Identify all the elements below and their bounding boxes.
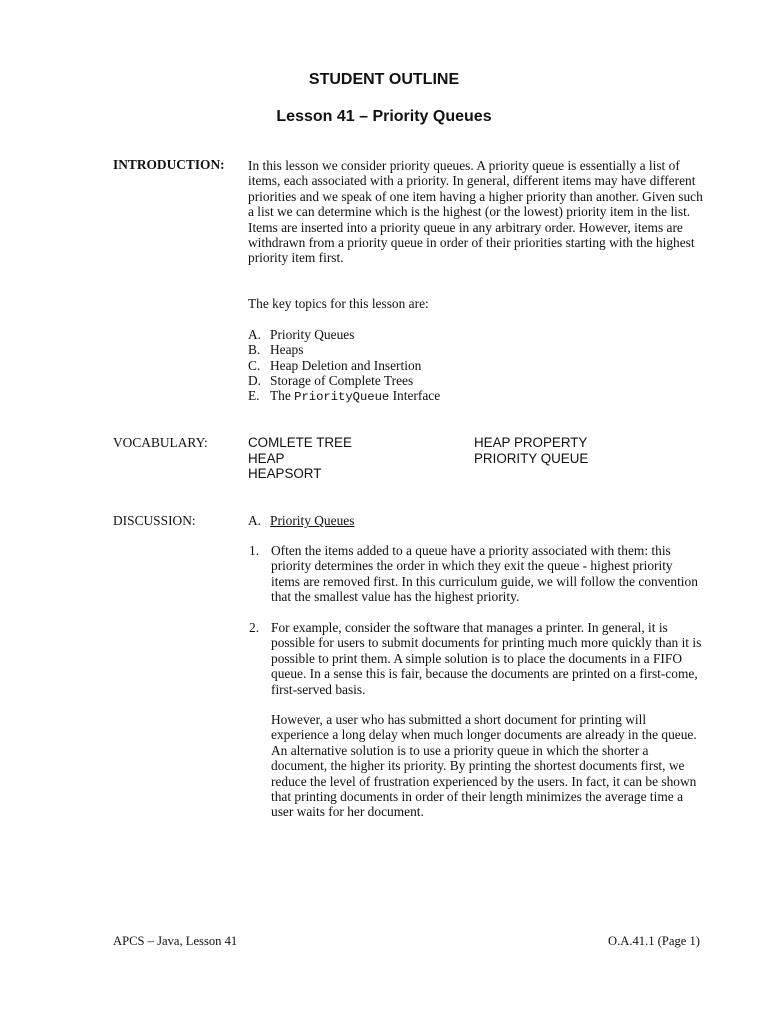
discussion-paragraph: Often the items added to a queue have a priority associated with them: this priority determines the order in which they exit the queue - highest priority items are removed first. In this curriculum guide, we will follow the convention that the smallest value has the highest priority. [271, 543, 698, 605]
vocabulary-column-1 [248, 435, 352, 482]
introduction-label: INTRODUCTION: [113, 157, 225, 172]
footer-right: O.A.41.1 (Page 1) [608, 934, 700, 948]
topic-item [248, 327, 354, 342]
discussion-paragraph: For example, consider the software that manages a printer. In general, it is possible for users to submit documents for printing much more quickly than it is possible to print them. A simple solution is to place the documents in a FIFO queue. In a sense this is fair, because the documents are printed on a first-come, first-served basis. [271, 620, 702, 697]
discussion-label: DISCUSSION: [113, 513, 196, 528]
topic-item [248, 373, 413, 388]
code-priorityqueue: PriorityQueue [294, 390, 390, 404]
topic-text: Storage of Complete Trees [270, 373, 414, 388]
topic-item [248, 342, 303, 357]
vocab-term: HEAP [248, 450, 285, 466]
discussion-continuation: However, a user who has submitted a short document for printing will experience a long delay when much longer documents are already in the queue. An alternative solution is to use a priority queue in which the shorter a document, the higher its priority. By printing the shortest documents first, we reduce the level of frustration experienced by the users. In fact, it can be shown that printing documents in order of their length minimizes the average time a user waits for her document. [271, 712, 697, 820]
item-number: 1. [249, 543, 260, 558]
topic-text: Priority Queues [270, 327, 355, 342]
lesson-title: Lesson 41 – Priority Queues [276, 108, 492, 125]
topic-letter: A. [248, 327, 262, 342]
topic-text: Heaps [270, 342, 304, 357]
topic-item [248, 388, 440, 405]
topic-text-prefix: The [270, 388, 295, 403]
footer-left: APCS – Java, Lesson 41 [113, 934, 238, 948]
topic-letter: B. [248, 342, 261, 357]
section-letter: A. [248, 513, 262, 528]
topic-item [248, 358, 421, 373]
item-number: 2. [249, 620, 260, 635]
section-heading [248, 513, 354, 528]
vocab-term: PRIORITY QUEUE [474, 450, 589, 466]
introduction-paragraph: In this lesson we consider priority queues. A priority queue is essentially a list of items, each associated with a priority. In general, different items may have different priorities and we speak of one item having a higher priority than another. Given such a list we can determine which is the highest (or the lowest) priority item in the list. Items are inserted into a priority queue in any arbitrary order. However, items are withdrawn from a priority queue in order of their priorities starting with the highest priority item first. [248, 158, 703, 266]
topic-letter: C. [248, 358, 261, 373]
topic-text-suffix: Interface [389, 388, 441, 403]
vocab-term: HEAPSORT [248, 466, 322, 481]
page-title: STUDENT OUTLINE [308, 71, 460, 88]
vocab-term: HEAP PROPERTY [474, 435, 588, 450]
vocab-term: COMLETE TREE [248, 435, 352, 450]
topic-letter: E. [248, 388, 260, 403]
topic-letter: D. [248, 373, 262, 388]
vocabulary-column-2 [474, 435, 588, 466]
key-topics-intro: The key topics for this lesson are: [248, 296, 429, 311]
vocabulary-label: VOCABULARY: [113, 435, 208, 450]
topic-text: Heap Deletion and Insertion [270, 358, 422, 373]
section-title: Priority Queues [270, 513, 355, 528]
